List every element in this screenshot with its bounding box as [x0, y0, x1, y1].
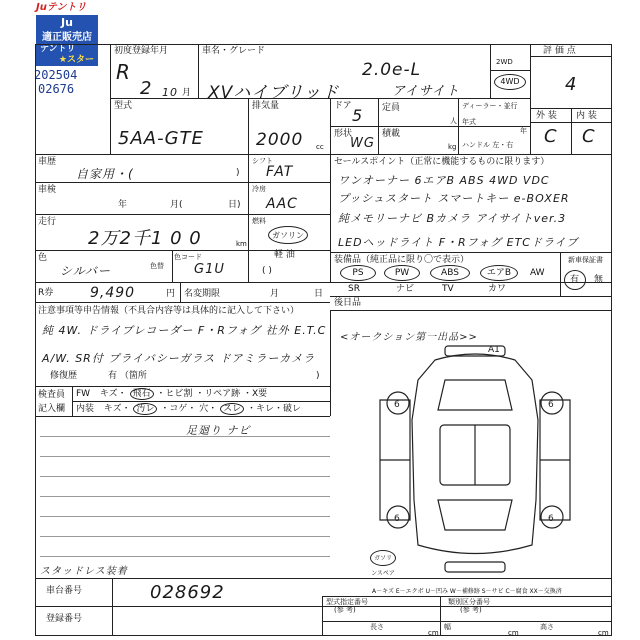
shift-value: FAT — [266, 164, 294, 180]
yen-unit: 円 — [166, 289, 176, 299]
inspection-label: 車検 — [38, 185, 57, 195]
repair-close: ) — [316, 371, 320, 381]
reg-month: 10 — [162, 86, 178, 99]
star-badge-line1: テントリ — [40, 44, 76, 54]
inspector-comment-2: スタッドレス装着 — [40, 566, 128, 577]
int-burn: ・コゲ・ — [160, 404, 197, 414]
color-label: 色 — [38, 253, 48, 263]
fw-repair: ・リペア跡 — [195, 389, 241, 399]
int-dirt: 汚レ — [133, 403, 157, 415]
height-unit: cm — [598, 629, 609, 637]
equip-airbag: エアB — [480, 265, 518, 281]
later-items-label: 後日品 — [334, 298, 362, 308]
int-cut: ・キレ・破レ — [247, 404, 301, 414]
color-code-value: G1U — [194, 262, 225, 277]
car-diagram — [340, 340, 610, 580]
mark-6-rr: 6 — [548, 514, 554, 524]
repair-history-value: 有 （箇所 — [108, 371, 147, 381]
history-close: ) — [236, 168, 240, 178]
car-name: XVハイブリッド — [208, 83, 340, 103]
color-change-label: 色替 — [150, 262, 164, 270]
grade-2: アイサイト — [392, 84, 460, 99]
history-label: 車歴 — [38, 157, 57, 167]
fuel-other: ( ) — [262, 266, 272, 276]
shift-label: シフト — [252, 157, 273, 165]
displacement-label: 排気量 — [252, 101, 280, 111]
dealer-parallel-label: ディーラー・並行 — [462, 102, 518, 110]
category-no-sub: (参 考) — [460, 606, 482, 614]
equip-tv: TV — [442, 284, 454, 294]
cc-unit: cc — [316, 143, 324, 151]
int-hole: 穴・ — [199, 404, 218, 414]
new-warranty-label: 新車保証書 — [568, 256, 603, 264]
reg-number-label: 登録番号 — [46, 614, 83, 624]
displacement-value: 2000 — [256, 130, 304, 150]
interior-value: C — [582, 126, 596, 147]
fw-x: ・X要 — [243, 389, 268, 399]
equip-ps: PS — [340, 265, 376, 281]
color-value: シルバー — [60, 264, 111, 278]
length-label: 長さ — [370, 623, 384, 631]
fw-crack: ・ヒビ割 — [156, 389, 193, 399]
year-model-label: 年式 — [462, 118, 476, 126]
inspector-row-fw — [76, 389, 267, 399]
width-label: 幅 — [444, 623, 451, 631]
name-change-label: 名変期限 — [184, 289, 221, 299]
mark-6-rl: 6 — [394, 514, 400, 524]
grade: 2.0e-L — [362, 60, 422, 80]
capacity-unit: 人 — [450, 117, 457, 125]
aircon-label: 冷房 — [252, 185, 266, 193]
warranty-no: 無 — [594, 275, 604, 285]
type-no-sub: (参 考) — [334, 606, 356, 614]
exterior-label: 外 装 — [536, 111, 557, 121]
diagram-note: <オークション第一出品>> — [340, 332, 478, 343]
spare-oval: ガソリンスペア — [370, 550, 396, 566]
fw-scratch: キズ・ — [99, 389, 127, 399]
equip-leather: カワ — [488, 284, 507, 294]
int-scratch: キズ・ — [103, 404, 131, 414]
mark-a1: A1 — [488, 345, 500, 355]
sales-line-3: 純メモリーナビ Bカメラ アイサイトver.3 — [338, 212, 567, 225]
sales-line-2: プッシュスタート スマートキー e-BOXER — [338, 192, 570, 205]
doors-label: ドア — [334, 101, 352, 111]
type-no-label: 型式指定番号 — [326, 598, 368, 606]
inspector-label-1: 検査員 — [38, 390, 66, 400]
name-change-day: 日 — [314, 289, 324, 299]
eval-points-label: 評 価 点 — [543, 46, 576, 56]
fuel-label: 燃料 — [252, 217, 266, 225]
four-wd-oval: 4WD — [494, 74, 526, 90]
reg-month-unit: 月 — [182, 88, 192, 98]
shape-label: 形状 — [334, 129, 353, 139]
ju-logo: Ju — [36, 15, 98, 31]
inspection-year: 年 — [118, 200, 128, 210]
sales-line-4: LEDヘッドライト F・Rフォグ ETCドライブ — [338, 236, 579, 249]
interior-label: 内 装 — [576, 111, 597, 121]
first-reg-label: 初度登録年月 — [114, 46, 169, 56]
exterior-value: C — [544, 126, 558, 147]
store-type-badge: 適正販売店 — [36, 31, 98, 44]
sales-line-1: ワンオーナー 6エアB ABS 4WD VDC — [338, 174, 550, 187]
fuel-gasoline-oval: ガソリン — [268, 226, 308, 244]
mileage-value: 2万2千1 0 0 — [88, 228, 202, 249]
eval-score: 4 — [565, 74, 578, 95]
inspector-comment-1: 足廻り ナビ — [186, 424, 251, 437]
handle-label: ハンドル 左・右 — [462, 141, 514, 149]
doors-value: 5 — [352, 106, 364, 125]
fw-label: FW — [76, 389, 91, 399]
load-label: 積載 — [382, 129, 401, 139]
notes-title: 注意事項等申告情報（不具合内容等は具体的に記入して下さい） — [38, 306, 300, 316]
r-ticket-label: R券 — [38, 288, 54, 298]
inspector-label-2: 記入欄 — [38, 404, 66, 414]
shape-value: WG — [350, 136, 375, 151]
inspection-month: 月( — [170, 200, 183, 210]
capacity-label: 定員 — [382, 103, 401, 113]
load-unit: kg — [448, 143, 457, 151]
brand-logo: Juテントリ — [36, 2, 87, 13]
year-unit: 年 — [520, 127, 527, 135]
lot-number-2: 02676 — [38, 82, 75, 96]
reg-year: 2 — [140, 78, 153, 99]
chassis-value: 028692 — [150, 582, 225, 603]
lot-number-1: 202504 — [34, 68, 78, 82]
equip-pw: PW — [384, 265, 420, 281]
category-no-label: 類別区分番号 — [448, 598, 490, 606]
car-name-grade-label: 車名・グレード — [202, 46, 266, 56]
equip-abs: ABS — [430, 265, 470, 281]
sales-points-title: セールスポイント（正常に機能するものに限ります） — [334, 157, 550, 167]
equip-sr: SR — [348, 284, 360, 294]
reg-era: R — [116, 60, 131, 84]
model-value: 5AA-GTE — [118, 128, 204, 149]
equip-navi: ナビ — [396, 284, 415, 294]
history-value: 自家用・( — [76, 167, 134, 181]
height-label: 高さ — [540, 623, 554, 631]
equipment-title: 装備品（純正品に限り〇で表示） — [334, 255, 470, 265]
star-badge-line2: ★スター — [58, 55, 94, 65]
warranty-yes: 有 — [570, 275, 580, 285]
int-label: 内装 — [76, 404, 95, 414]
notes-line-2: A/W. SR付 プライバシーガラス ドアミラーカメラ — [42, 352, 316, 365]
inspector-row-interior — [76, 404, 301, 414]
r-ticket-value: 9,490 — [90, 285, 136, 301]
aircon-value: AAC — [266, 196, 298, 212]
name-change-month: 月 — [270, 289, 280, 299]
equip-aw: AW — [530, 268, 545, 278]
mileage-label: 走行 — [38, 217, 57, 227]
chassis-label: 車台番号 — [46, 586, 83, 596]
color-code-label: 色コード — [174, 253, 202, 261]
length-unit: cm — [428, 629, 439, 637]
width-unit: cm — [508, 629, 519, 637]
fw-stone-chip: 飛石 — [130, 388, 154, 400]
int-wear: スレ — [220, 403, 244, 415]
mark-6-fr: 6 — [548, 400, 554, 410]
model-type-label: 型式 — [114, 101, 133, 111]
two-wd-label: 2WD — [496, 58, 513, 66]
repair-history-label: 修復歴 — [50, 371, 78, 381]
mark-6-fl: 6 — [394, 400, 400, 410]
notes-line-1: 純 4W. ドライブレコーダー F・Rフォグ 社外 E.T.C — [42, 324, 327, 337]
inspection-day: 日) — [228, 200, 241, 210]
legend: A－キズ E－エクボ U－凹み W－補修跡 S－サビ C－腐食 XX－交換済 — [372, 588, 562, 595]
fuel-diesel: 軽 油 — [274, 250, 295, 260]
km-unit: km — [236, 240, 247, 248]
